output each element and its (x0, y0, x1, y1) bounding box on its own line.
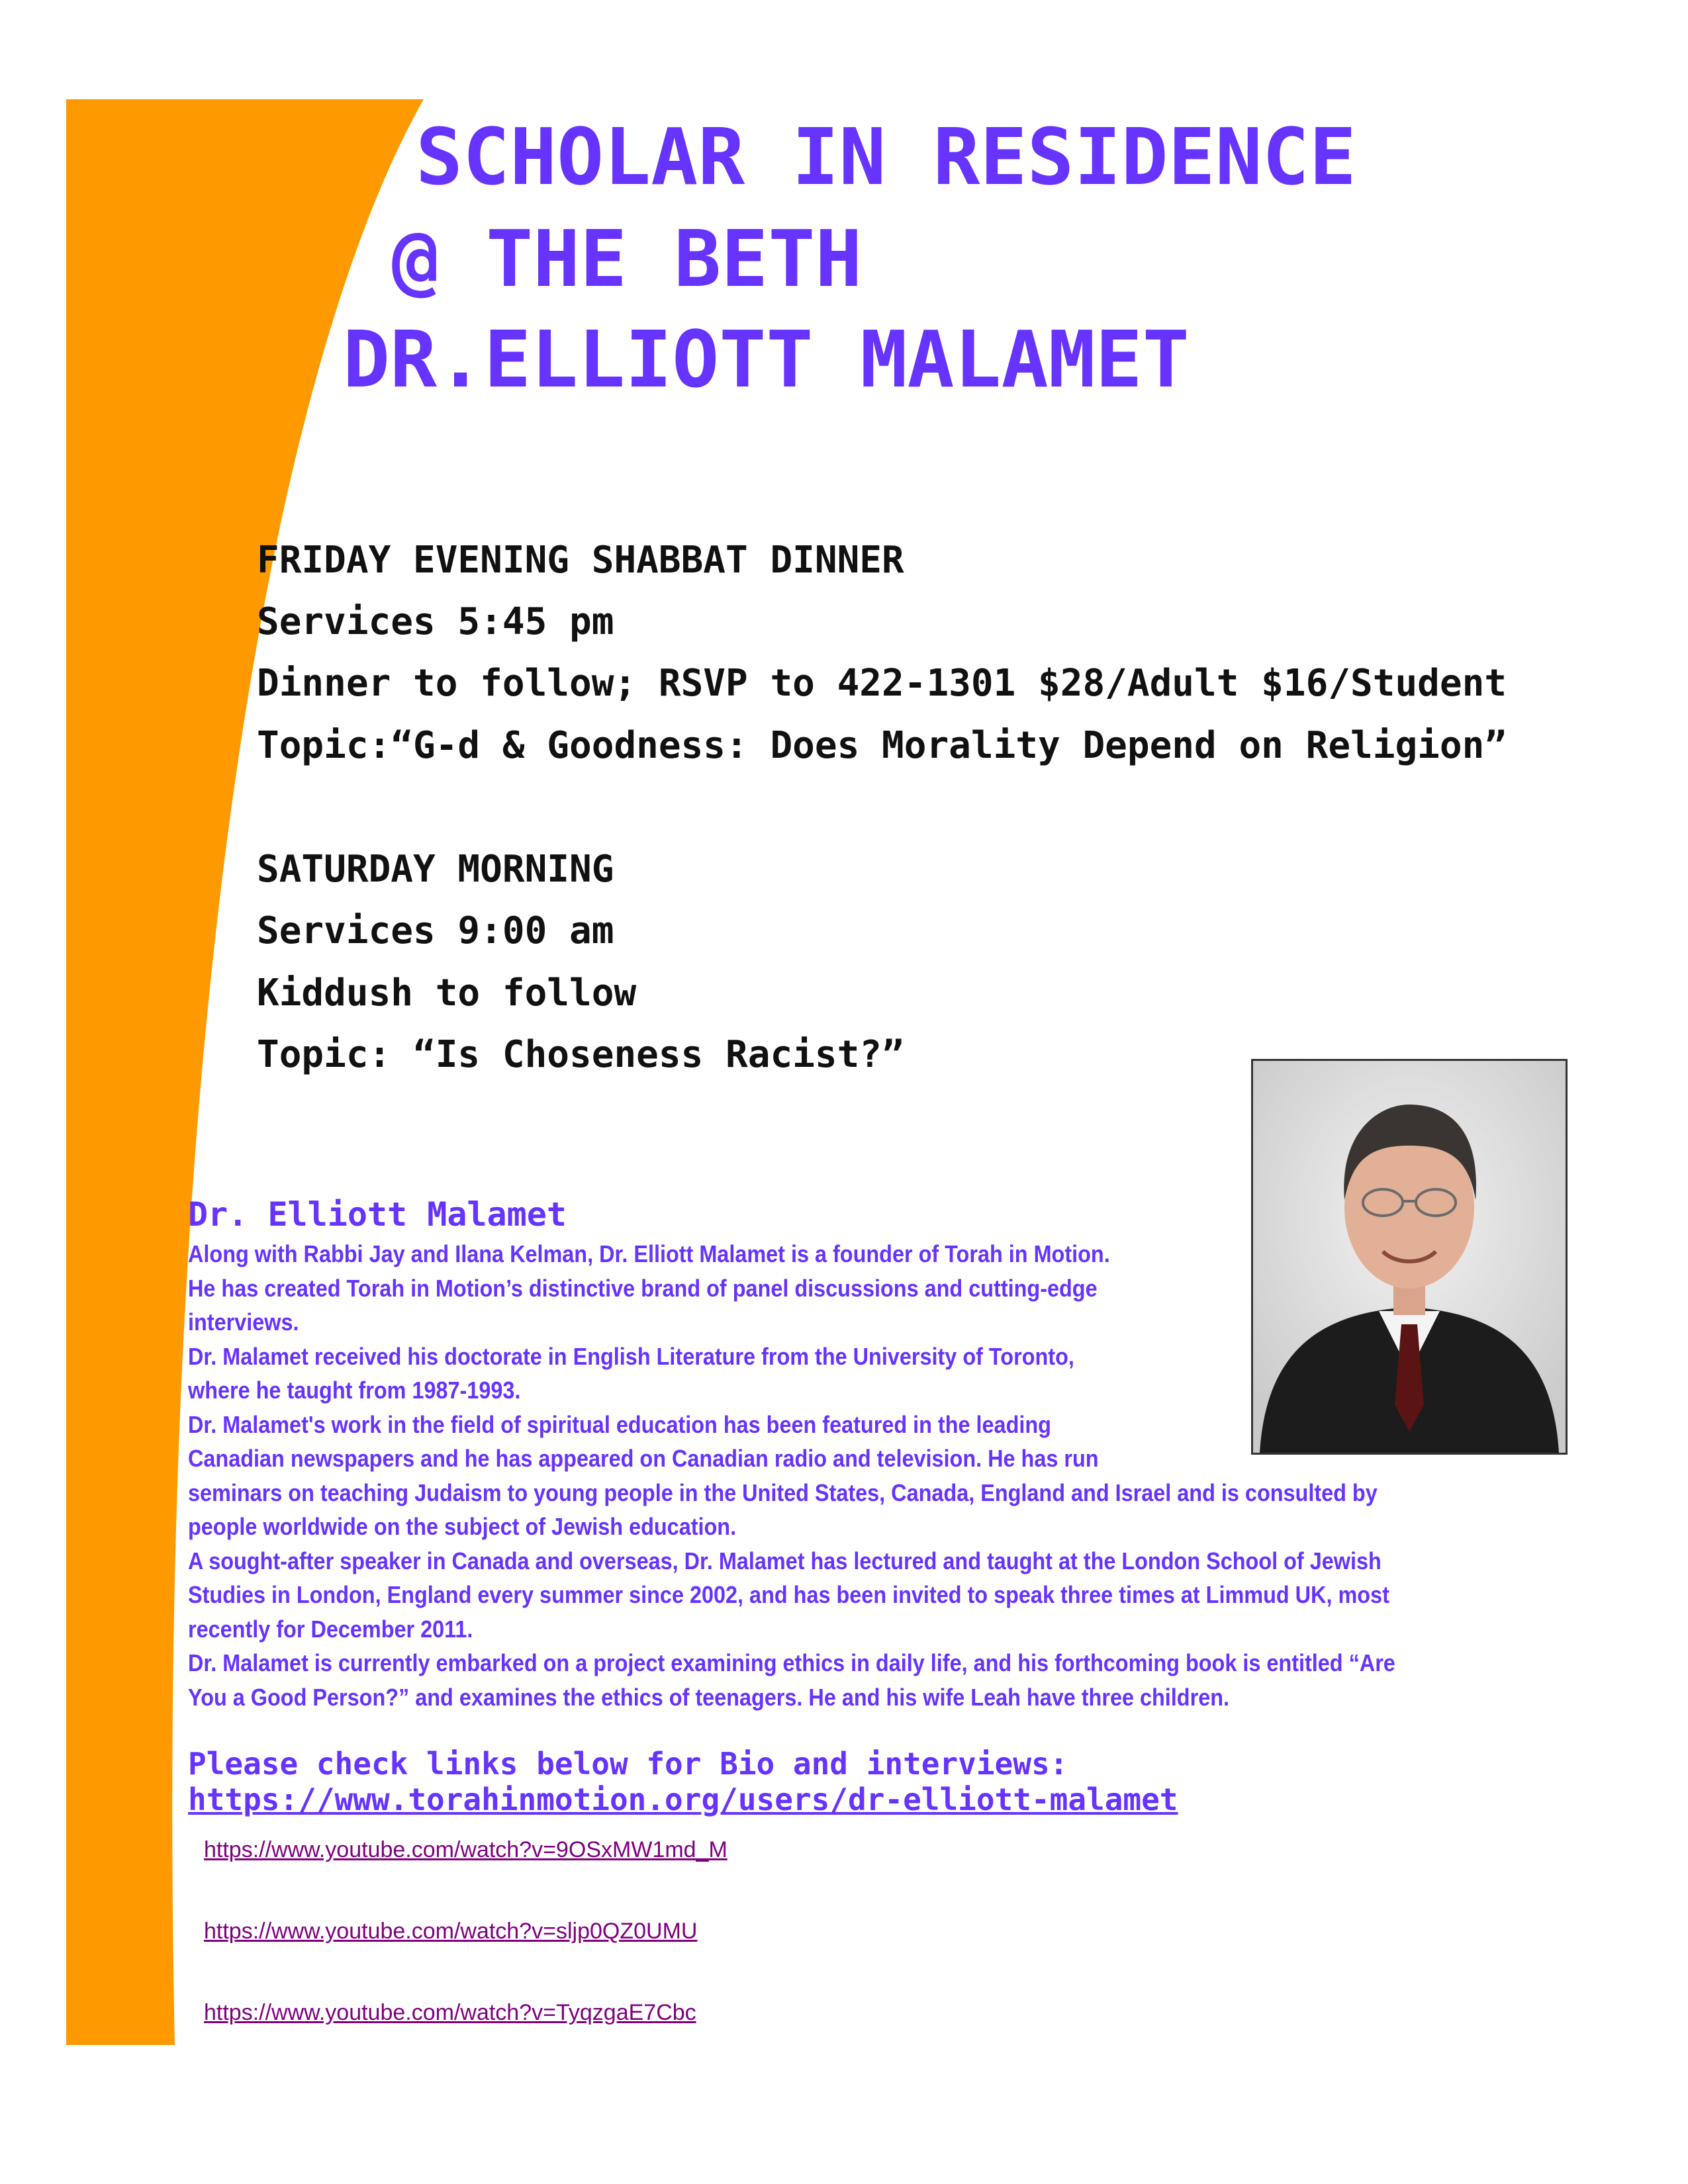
saturday-heading: SATURDAY MORNING (257, 848, 614, 891)
saturday-topic: Topic: “Is Choseness Racist?” (257, 1033, 904, 1076)
torahinmotion-bio-link[interactable]: https://www.torahinmotion.org/users/dr-elliott-malamet (188, 1782, 1178, 1817)
bio-line: Along with Rabbi Jay and Ilana Kelman, Dr. Elliott Malamet is a founder of Torah in Motion. (188, 1240, 1110, 1267)
title-line-speaker: DR.ELLIOTT MALAMET (343, 314, 1190, 405)
friday-dinner: Dinner to follow; RSVP to 422-1301 $28/Adult $16/Student (257, 662, 1507, 705)
bio-name: Dr. Elliott Malamet (188, 1195, 567, 1234)
title-line-scholar: SCHOLAR IN RESIDENCE (416, 111, 1356, 203)
bio-line: recently for December 2011. (188, 1615, 473, 1643)
youtube-link-1[interactable]: https://www.youtube.com/watch?v=9OSxMW1md_M (204, 1837, 727, 1862)
youtube-link-3[interactable]: https://www.youtube.com/watch?v=TyqzgaE7Cbc (204, 2000, 696, 2025)
friday-heading: FRIDAY EVENING SHABBAT DINNER (257, 539, 904, 582)
bio-line: seminars on teaching Judaism to young people in the United States, Canada, England and Israel and is consulted by (188, 1479, 1378, 1506)
bio-line: A sought-after speaker in Canada and overseas, Dr. Malamet has lectured and taught at the London School of Jewish (188, 1547, 1382, 1574)
bio-line: people worldwide on the subject of Jewish education. (188, 1513, 737, 1540)
friday-services: Services 5:45 pm (257, 600, 614, 643)
saturday-kiddush: Kiddush to follow (257, 972, 637, 1015)
bio-line: Canadian newspapers and he has appeared on Canadian radio and television. He has run (188, 1445, 1099, 1472)
saturday-services: Services 9:00 am (257, 909, 614, 952)
bio-line: Dr. Malamet's work in the field of spiritual education has been featured in the leading (188, 1410, 1051, 1438)
title-line-venue: @ THE BETH (392, 213, 863, 304)
bio-line: interviews. (188, 1308, 299, 1336)
bio-line: He has created Torah in Motion’s distinctive brand of panel discussions and cutting-edge (188, 1274, 1098, 1302)
bio-line: where he taught from 1987-1993. (188, 1377, 521, 1404)
bio-line: Dr. Malamet is currently embarked on a project examining ethics in daily life, and his forthcoming book is entitled “Are (188, 1649, 1395, 1676)
bio-line: You a Good Person?” and examines the ethics of teenagers. He and his wife Leah have three children. (188, 1683, 1230, 1711)
bio-line: Studies in London, England every summer since 2002, and has been invited to speak three times at Limmud UK, most (188, 1581, 1389, 1608)
youtube-link-2[interactable]: https://www.youtube.com/watch?v=sljp0QZ0UMU (204, 1919, 698, 1944)
bio-line: Dr. Malamet received his doctorate in English Literature from the University of Toronto, (188, 1342, 1074, 1370)
friday-topic: Topic:“G-d & Goodness: Does Morality Depend on Religion” (257, 724, 1507, 767)
speaker-photo (1251, 1059, 1568, 1455)
links-intro: Please check links below for Bio and interviews: (188, 1746, 1068, 1782)
